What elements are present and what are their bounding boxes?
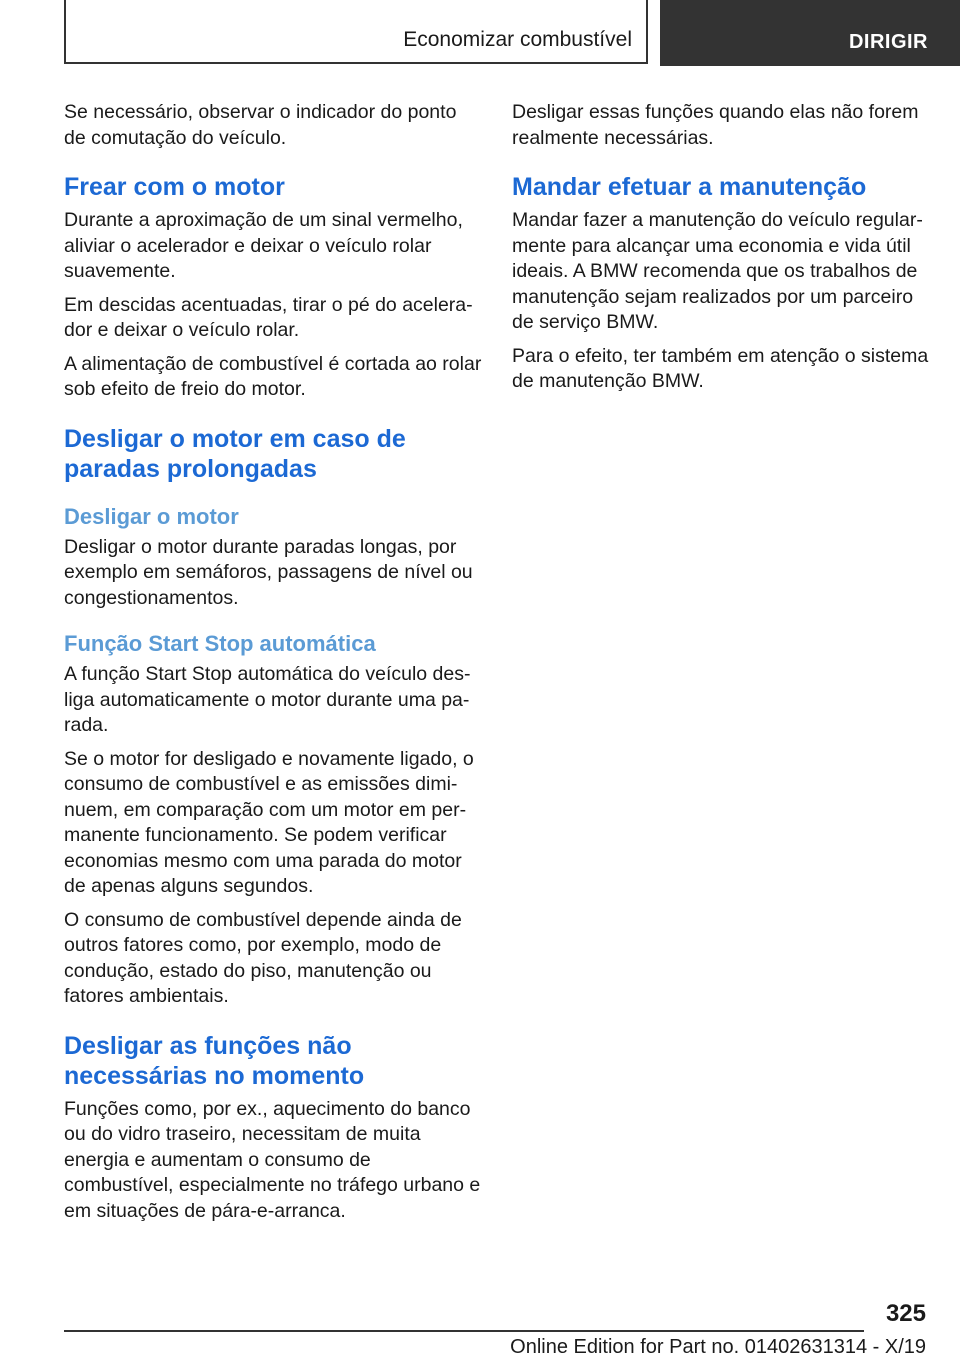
footer-divider (64, 1330, 864, 1332)
paragraph: Durante a aproximação de um sinal vermelho, aliviar o acelerador e deixar o veículo rolar suavemente. (64, 209, 463, 282)
paragraph: O consumo de combustível depende ainda de outros fatores como, por exemplo, modo de condução, estado do piso, manutenção ou fatores ambientais. (64, 908, 462, 1007)
subheading-start-stop: Função Start Stop automática (64, 631, 376, 656)
page-number: 325 (885, 1300, 926, 1327)
heading-stop-engine: Desligar o motor em caso de paradas prolongadas (64, 424, 406, 483)
paragraph: Para o efeito, ter também em atenção o sistema de manutenção BMW. (512, 344, 929, 392)
paragraph: A alimentação de combustível é cortada ao rolar sob efeito de freio do motor. (64, 352, 482, 400)
paragraph: Funções como, por ex., aquecimento do banco ou do vidro traseiro, necessitam de muita energia e aumentam o consumo de combustível, especialmente no tráfego urbano e em situações de pára-e-arranca. (64, 1097, 481, 1222)
paragraph: Desligar essas funções quando elas não forem realmente necessárias. (512, 101, 919, 149)
heading-maintenance: Mandar efetuar a manutenção (512, 173, 867, 201)
subheading-engine-off: Desligar o motor (64, 503, 239, 529)
heading-disable-functions: Desligar as funções não necessárias no momento (64, 1031, 365, 1090)
paragraph: Mandar fazer a manutenção do veículo regularmente para alcançar uma economia e vida útil ideais. A BMW recomenda que os trabalhos de manutenção sejam realizados por um parceiro de serviço BMW. (512, 209, 923, 333)
paragraph: Desligar o motor durante paradas longas, por exemplo em semáforos, passagens de nível ou congestionamentos. (64, 535, 473, 609)
chapter-tab-label: DIRIGIR (848, 31, 928, 53)
paragraph: Em descidas acentuadas, tirar o pé do acelerador e deixar o veículo rolar. (64, 293, 473, 341)
right-column (512, 100, 932, 403)
left-column (64, 100, 482, 1232)
paragraph: Se o motor for desligado e novamente ligado, o consumo de combustível e as emissões diminuem, em comparação com um motor em permanente funcionamento. Se podem verificar economias mesmo com uma parada do motor de apenas alguns segundos. (64, 747, 474, 897)
intro-paragraph: Se necessário, observar o indicador do ponto de comutação do veículo. (64, 101, 457, 149)
section-title: Economizar combustível (403, 28, 632, 51)
header-section-box (64, 0, 648, 64)
edition-footer: Online Edition for Part no. 01402631314 - X/19 (510, 1336, 926, 1358)
heading-brake-engine: Frear com o motor (64, 173, 285, 201)
paragraph: A função Start Stop automática do veículo desliga automaticamente o motor durante uma parada. (64, 663, 471, 736)
chapter-tab (660, 0, 960, 66)
